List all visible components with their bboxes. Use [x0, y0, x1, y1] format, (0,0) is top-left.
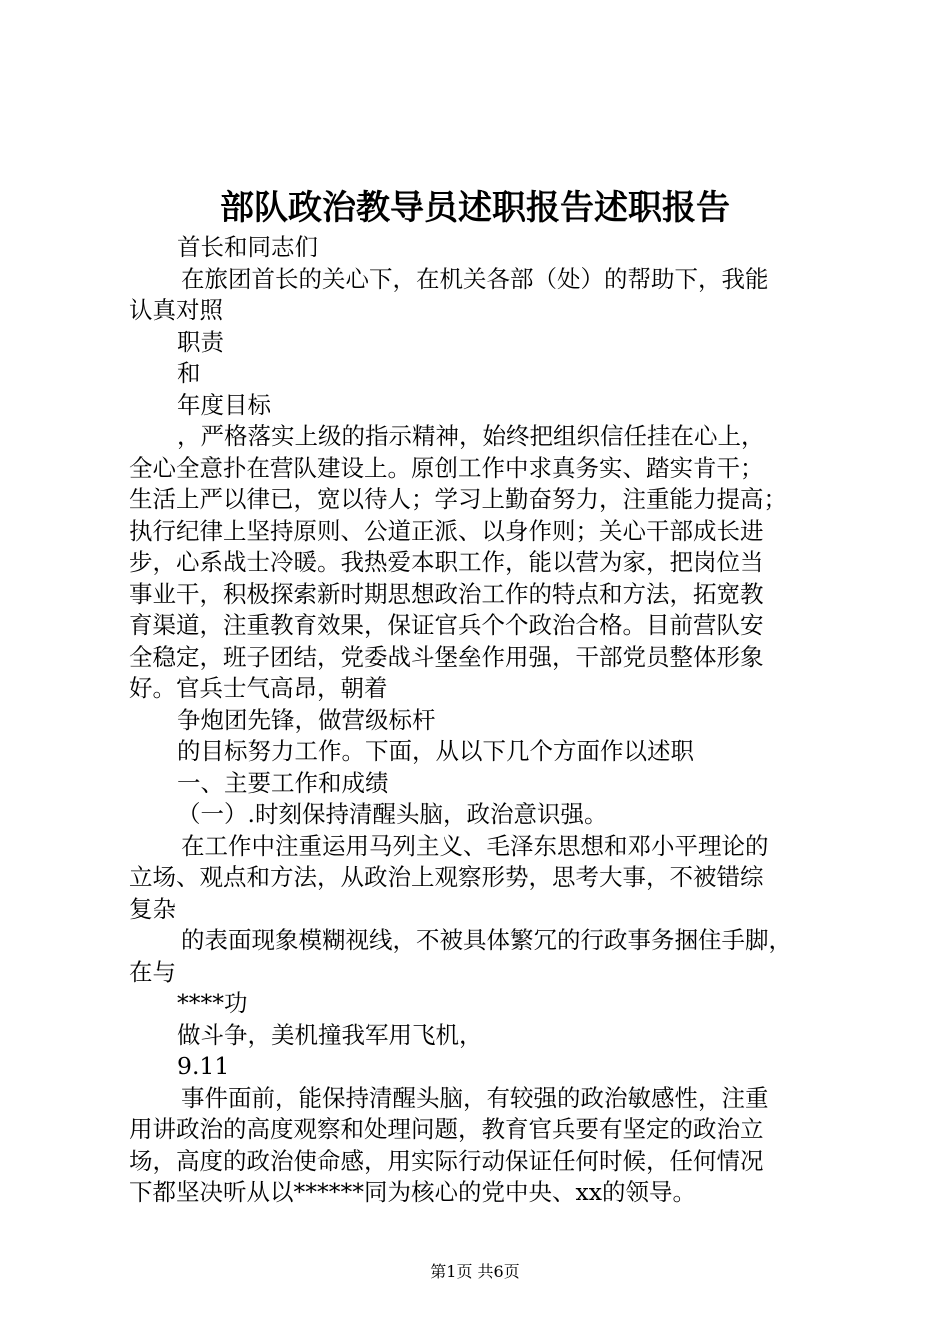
body-text-line: 执行纪律上坚持原则、公道正派、以身作则；关心干部成长进 [129, 516, 764, 545]
body-text-line: 的表面现象模糊视线，不被具体繁冗的行政事务捆住手脚， [181, 926, 792, 954]
body-text-line: 步，心系战士冷暖。我热爱本职工作，能以营为家，把岗位当 [129, 548, 764, 576]
body-text-line: 育渠道，注重教育效果，保证官兵个个政治合格。目前营队安 [129, 611, 764, 639]
body-text-line: 事件面前，能保持清醒头脑，有较强的政治敏感性，注重 [181, 1083, 769, 1112]
body-text-line: 年度目标 [177, 390, 271, 419]
body-text-line: 9.11 [177, 1052, 230, 1080]
body-text-line: 和 [177, 359, 201, 387]
body-text-line: 做斗争，美机撞我军用飞机， [177, 1020, 483, 1049]
body-text-line: 在工作中注重运用马列主义、毛泽东思想和邓小平理论的 [181, 831, 769, 860]
body-text-line: 下都坚决听从以******同为核心的党中央、xx的领导。 [129, 1178, 697, 1206]
document-body [129, 232, 829, 1209]
body-text-line: ****功 [177, 989, 248, 1017]
body-text-line: 首长和同志们 [177, 233, 318, 261]
body-text-line: 好。官兵士气高昂，朝着 [129, 674, 388, 702]
body-text-line: 全稳定，班子团结，党委战斗堡垒作用强，干部党员整体形象 [129, 642, 764, 671]
body-text-line: 职责 [177, 327, 224, 356]
body-text-line: 争炮团先锋，做营级标杆 [177, 705, 436, 734]
body-text-line: 在旅团首长的关心下，在机关各部（处）的帮助下，我能 [181, 264, 769, 293]
page-footer: 第1页 共6页 [430, 1262, 520, 1281]
body-text-line: 事业干，积极探索新时期思想政治工作的特点和方法，拓宽教 [129, 579, 764, 608]
body-text-line: 用讲政治的高度观察和处理问题，教育官兵要有坚定的政治立 [129, 1115, 764, 1143]
body-text-line: 的目标努力工作。下面，从以下几个方面作以述职 [177, 737, 694, 765]
body-text-line: 全心全意扑在营队建设上。原创工作中求真务实、踏实肯干； [129, 453, 764, 482]
body-text-line: 一、主要工作和成绩 [177, 768, 389, 797]
body-text-line: （一）.时刻保持清醒头脑，政治意识强。 [177, 800, 608, 828]
body-text-line: 认真对照 [129, 296, 223, 324]
body-text-line: 在与 [129, 957, 176, 986]
body-text-line: 生活上严以律已，宽以待人；学习上勤奋努力，注重能力提高； [129, 485, 787, 513]
body-text-line: 立场、观点和方法，从政治上观察形势，思考大事，不被错综 [129, 863, 764, 891]
body-text-line: 复杂 [129, 894, 176, 923]
body-text-line: ，严格落实上级的指示精神，始终把组织信任挂在心上， [177, 422, 765, 450]
document-title: 部队政治教导员述职报告述职报告 [220, 188, 730, 228]
body-text-line: 场，高度的政治使命感，用实际行动保证任何时候，任何情况 [129, 1146, 764, 1175]
